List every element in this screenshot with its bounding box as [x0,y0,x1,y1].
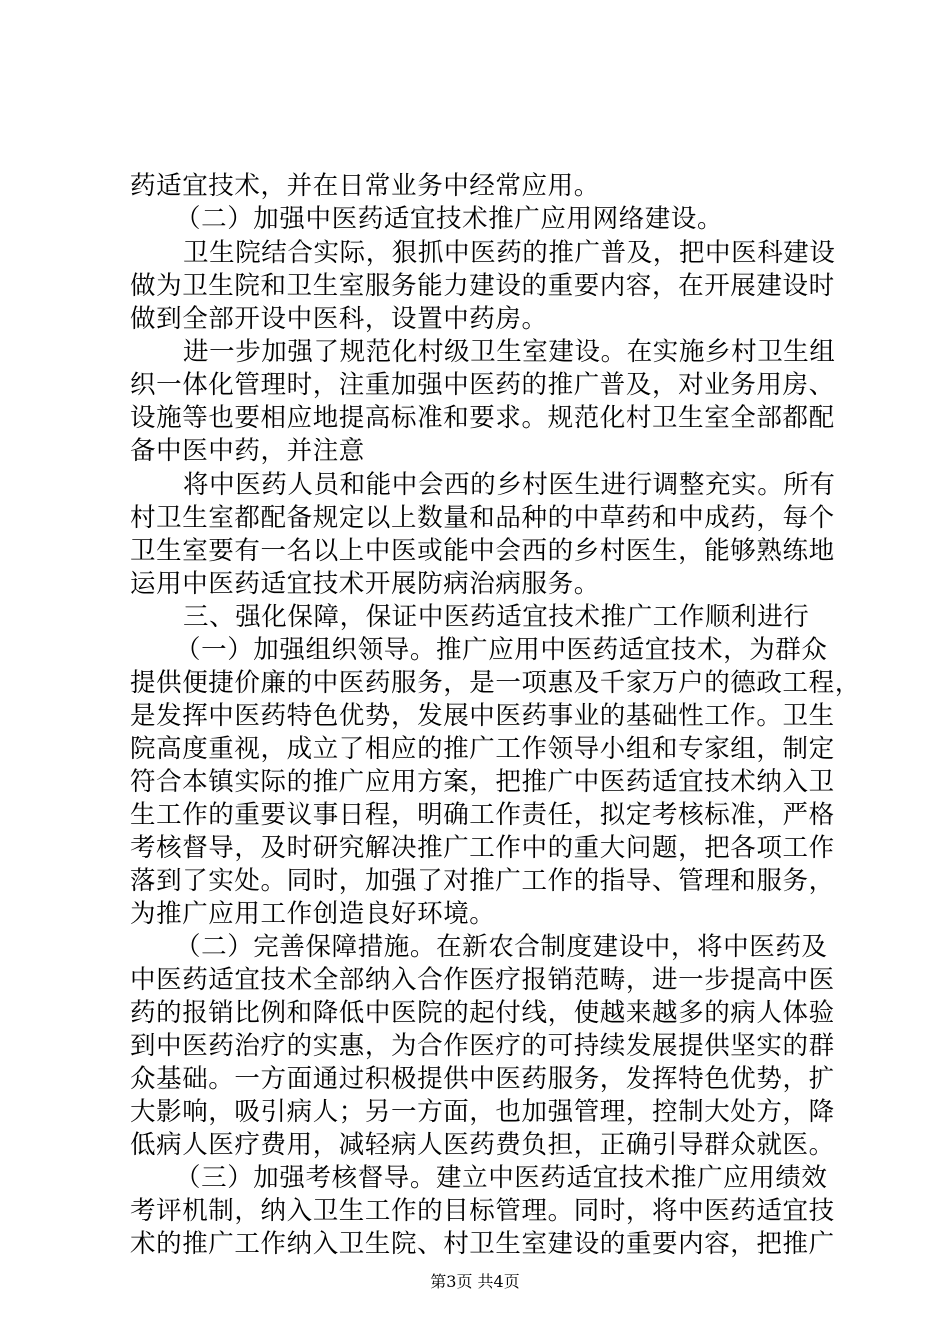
body-line: 进一步加强了规范化村级卫生室建设。在实施乡村卫生组 [183,337,836,367]
body-line: 考评机制，纳入卫生工作的目标管理。同时，将中医药适宜技 [130,1196,835,1226]
body-line: 考核督导，及时研究解决推广工作中的重大问题，把各项工作 [130,833,835,863]
body-line: 药适宜技术，并在日常业务中经常应用。 [130,171,600,201]
body-line: 卫生室要有一名以上中医或能中会西的乡村医生，能够熟练地 [130,536,835,566]
body-line: 低病人医疗费用，减轻病人医药费负担，正确引导群众就医。 [130,1130,835,1160]
body-line: 符合本镇实际的推广应用方案，把推广中医药适宜技术纳入卫 [130,767,835,797]
body-line: （一）加强组织领导。推广应用中医药适宜技术，为群众 [175,635,828,665]
body-line: 备中医中药，并注意 [130,436,365,466]
body-line: 生工作的重要议事日程，明确工作责任，拟定考核标准，严格 [130,800,835,830]
body-line: 运用中医药适宜技术开展防病治病服务。 [130,569,600,599]
page-number-footer: 第3页 共4页 [430,1272,520,1291]
body-line: 中医药适宜技术全部纳入合作医疗报销范畴，进一步提高中医 [130,965,835,995]
body-line: 众基础。一方面通过积极提供中医药服务，发挥特色优势，扩 [130,1064,835,1094]
body-line: 做到全部开设中医科，设置中药房。 [130,304,548,334]
body-line: 院高度重视，成立了相应的推广工作领导小组和专家组，制定 [130,734,835,764]
body-line: （三）加强考核督导。建立中医药适宜技术推广应用绩效 [175,1163,828,1193]
body-line: 落到了实处。同时，加强了对推广工作的指导、管理和服务， [130,866,835,896]
body-line: 是发挥中医药特色优势，发展中医药事业的基础性工作。卫生 [130,701,835,731]
body-line: 大影响，吸引病人；另一方面，也加强管理，控制大处方，降 [130,1097,835,1127]
body-line: 到中医药治疗的实惠，为合作医疗的可持续发展提供坚实的群 [130,1031,835,1061]
body-line: （二）完善保障措施。在新农合制度建设中，将中医药及 [175,932,828,962]
body-line: 做为卫生院和卫生室服务能力建设的重要内容，在开展建设时 [130,271,835,301]
section-heading: （二）加强中医药适宜技术推广应用网络建设。 [175,204,724,234]
body-line: 村卫生室都配备规定以上数量和品种的中草药和中成药，每个 [130,503,835,533]
body-line: 将中医药人员和能中会西的乡村医生进行调整充实。所有 [183,470,836,500]
body-line: 药的报销比例和降低中医院的起付线，使越来越多的病人体验 [130,998,835,1028]
body-line: 设施等也要相应地提高标准和要求。规范化村卫生室全部都配 [130,403,835,433]
body-line: 提供便捷价廉的中医药服务，是一项惠及千家万户的德政工程， [130,668,861,698]
body-line: 卫生院结合实际，狠抓中医药的推广普及，把中医科建设 [183,238,836,268]
body-line: 术的推广工作纳入卫生院、村卫生室建设的重要内容，把推广 [130,1229,835,1259]
section-heading: 三、强化保障，保证中医药适宜技术推广工作顺利进行 [183,602,810,632]
body-line: 织一体化管理时，注重加强中医药的推广普及，对业务用房、 [130,370,835,400]
body-line: 为推广应用工作创造良好环境。 [130,899,496,929]
